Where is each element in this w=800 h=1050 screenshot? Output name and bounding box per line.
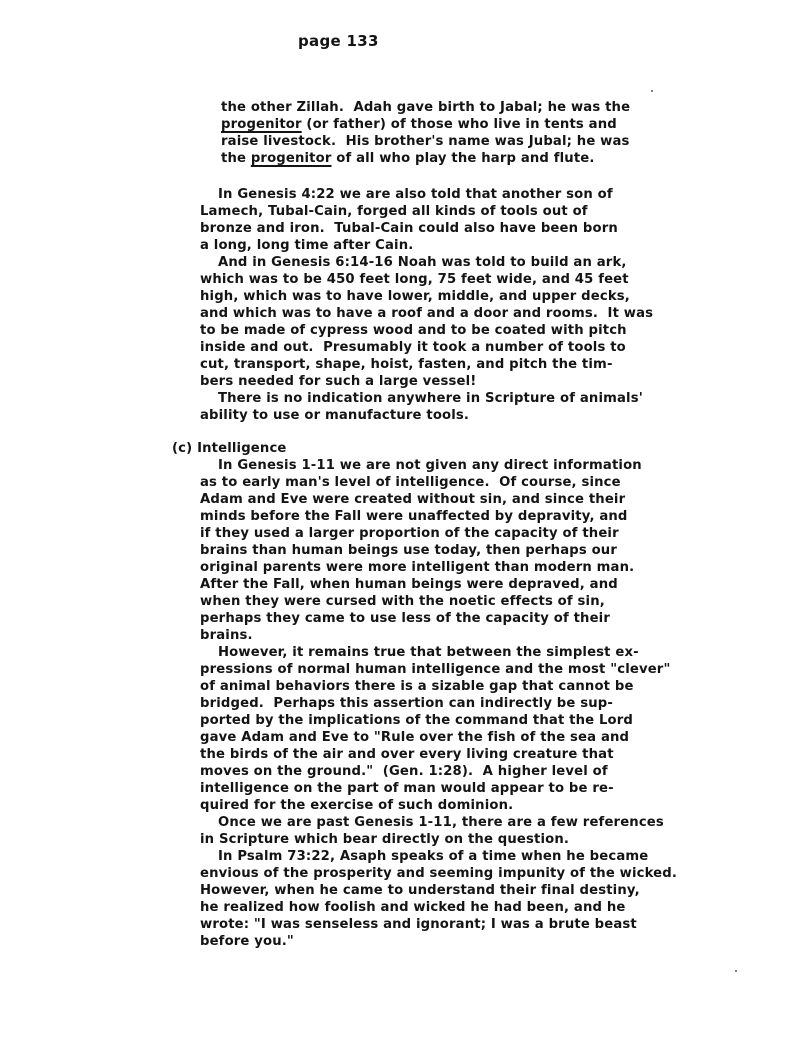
text-span: the bbox=[221, 151, 251, 166]
text-line: raise livestock. His brother's name was Jubal; he was bbox=[221, 134, 630, 149]
text-line: wrote: "I was senseless and ignorant; I was a brute beast bbox=[200, 917, 637, 932]
text-line: bronze and iron. Tubal-Cain could also have been born bbox=[200, 221, 618, 236]
text-line: There is no indication anywhere in Scripture of animals' bbox=[218, 391, 643, 406]
text-line: In Psalm 73:22, Asaph speaks of a time when he became bbox=[218, 849, 649, 864]
text-line: pressions of normal human intelligence and the most "clever" bbox=[200, 662, 671, 677]
text-line: which was to be 450 feet long, 75 feet wide, and 45 feet bbox=[200, 272, 629, 287]
scan-speck bbox=[735, 970, 737, 972]
text-line: in Scripture which bear directly on the question. bbox=[200, 832, 570, 847]
text-line: as to early man's level of intelligence. Of course, since bbox=[200, 475, 621, 490]
text-line: perhaps they came to use less of the capacity of their bbox=[200, 611, 611, 626]
text-line: cut, transport, shape, hoist, fasten, and pitch the tim- bbox=[200, 357, 613, 372]
text-line: Lamech, Tubal-Cain, forged all kinds of tools out of bbox=[200, 204, 588, 219]
text-line: bridged. Perhaps this assertion can indirectly be sup- bbox=[200, 696, 613, 711]
underlined-word: progenitor bbox=[221, 117, 302, 132]
text-line: to be made of cypress wood and to be coated with pitch bbox=[200, 323, 627, 338]
text-line: ability to use or manufacture tools. bbox=[200, 408, 470, 423]
text-line: However, it remains true that between the simplest ex- bbox=[218, 645, 639, 660]
text-line bbox=[221, 151, 595, 167]
text-line: However, when he came to understand their final destiny, bbox=[200, 883, 640, 898]
text-line: the other Zillah. Adah gave birth to Jabal; he was the bbox=[221, 100, 631, 115]
text-line bbox=[221, 117, 617, 133]
page-number: page 133 bbox=[298, 32, 379, 50]
text-line: when they were cursed with the noetic effects of sin, bbox=[200, 594, 605, 609]
section-heading: (c) Intelligence bbox=[172, 441, 287, 456]
text-line: quired for the exercise of such dominion. bbox=[200, 798, 514, 813]
text-line: envious of the prosperity and seeming impunity of the wicked. bbox=[200, 866, 678, 881]
text-line: brains. bbox=[200, 628, 253, 643]
text-line: Adam and Eve were created without sin, and since their bbox=[200, 492, 626, 507]
text-line: original parents were more intelligent than modern man. bbox=[200, 560, 635, 575]
scan-speck bbox=[651, 90, 653, 92]
text-line: minds before the Fall were unaffected by depravity, and bbox=[200, 509, 628, 524]
text-line: he realized how foolish and wicked he had been, and he bbox=[200, 900, 626, 915]
text-line: before you." bbox=[200, 934, 294, 949]
text-line: intelligence on the part of man would appear to be re- bbox=[200, 781, 614, 796]
text-line: high, which was to have lower, middle, and upper decks, bbox=[200, 289, 630, 304]
text-line: if they used a larger proportion of the capacity of their bbox=[200, 526, 619, 541]
text-line: of animal behaviors there is a sizable gap that cannot be bbox=[200, 679, 634, 694]
text-line: and which was to have a roof and a door and rooms. It was bbox=[200, 306, 654, 321]
text-line: And in Genesis 6:14-16 Noah was told to build an ark, bbox=[218, 255, 627, 270]
text-span: of all who play the harp and flute. bbox=[331, 151, 595, 166]
text-line: a long, long time after Cain. bbox=[200, 238, 414, 253]
text-line: After the Fall, when human beings were depraved, and bbox=[200, 577, 618, 592]
text-line: inside and out. Presumably it took a number of tools to bbox=[200, 340, 626, 355]
text-span: (or father) of those who live in tents and bbox=[301, 117, 617, 132]
text-line: moves on the ground." (Gen. 1:28). A higher level of bbox=[200, 764, 608, 779]
text-line: ported by the implications of the command that the Lord bbox=[200, 713, 633, 728]
text-line: In Genesis 4:22 we are also told that another son of bbox=[218, 187, 613, 202]
text-line: Once we are past Genesis 1-11, there are a few references bbox=[218, 815, 664, 830]
text-line: bers needed for such a large vessel! bbox=[200, 374, 477, 389]
text-line: gave Adam and Eve to "Rule over the fish of the sea and bbox=[200, 730, 630, 745]
text-line: In Genesis 1-11 we are not given any direct information bbox=[218, 458, 642, 473]
text-line: the birds of the air and over every living creature that bbox=[200, 747, 614, 762]
text-line: brains than human beings use today, then perhaps our bbox=[200, 543, 617, 558]
underlined-word: progenitor bbox=[250, 151, 332, 166]
